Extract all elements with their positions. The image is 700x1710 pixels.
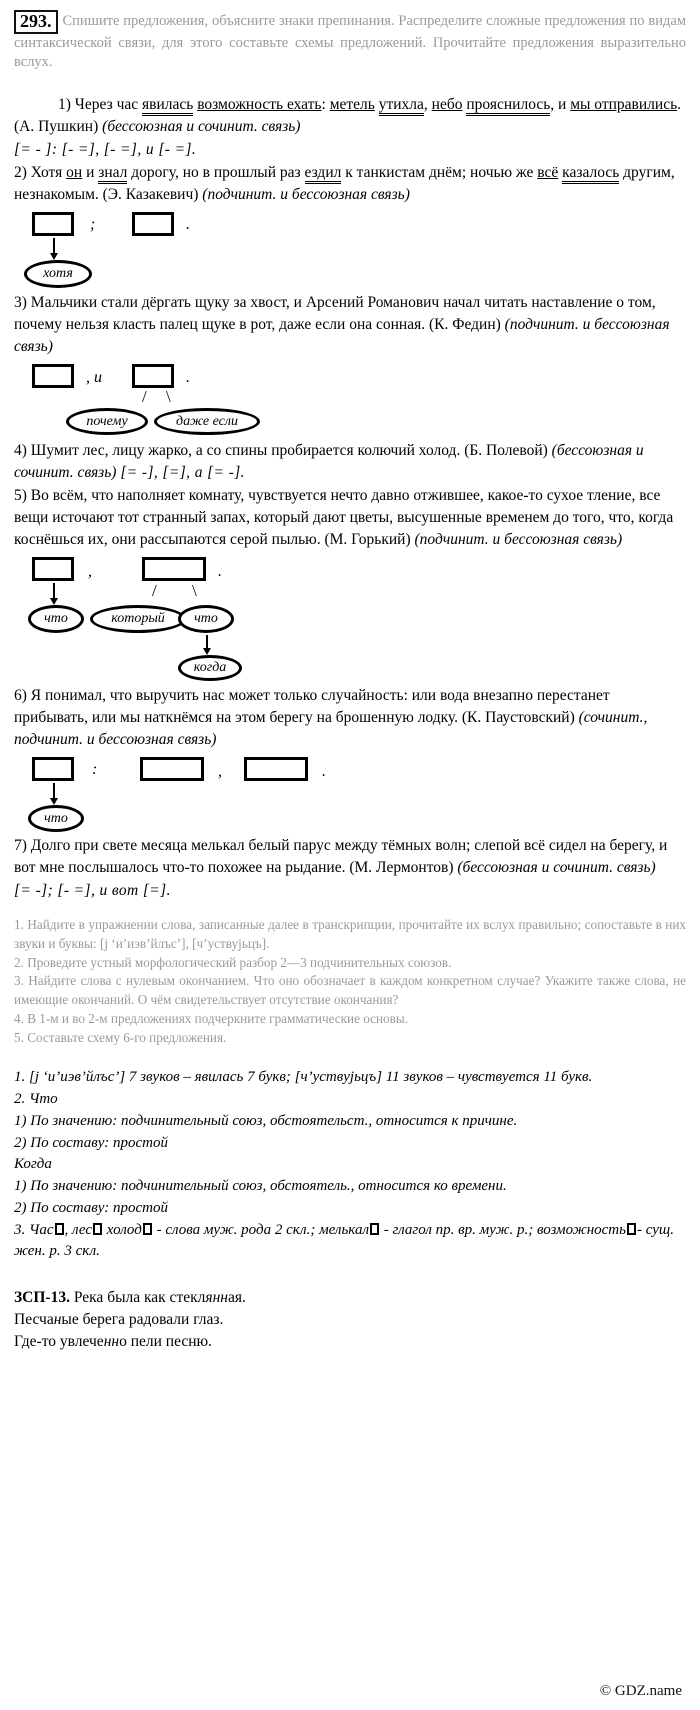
sentence-6-type: (сочинит., подчинит. и бессоюзная связь)	[14, 709, 648, 749]
sentence-7	[14, 835, 686, 879]
diagram-sep-colon: :	[92, 761, 98, 779]
sentence-4-scheme: [= -], [=], а [= -].	[120, 464, 245, 482]
conjunction-oval: что	[28, 605, 84, 633]
subtask-item-3: 3. Найдите слова с нулевым окончанием. Что оно обозначает в каждом конкретном случае? Укажите также слова, не имеющие окончаний. О чём свидетельствует отсутствие окончания?	[14, 973, 686, 1008]
sentence-4-marker: 4)	[14, 442, 27, 460]
sentence-1-mid2: :	[321, 96, 330, 114]
sentence-7-type: (бессоюзная и сочинит. связь)	[457, 859, 656, 877]
site-watermark: © GDZ.name	[599, 1683, 682, 1699]
diagram-sentence-6	[14, 755, 686, 833]
zero-ending-box-icon	[143, 1223, 152, 1235]
exercise-prompt-block	[14, 10, 686, 72]
zsp-line-2-emphasis: н	[53, 1311, 62, 1329]
zsp-label: ЗСП-13.	[14, 1289, 70, 1307]
sentence-2-mid1: и	[82, 164, 99, 182]
subject-vsyo: всё	[537, 164, 559, 182]
sentence-2-mid2: дорогу, но в прошлый раз	[127, 164, 305, 182]
subtask-item-1: 1. Найдите в упражнении слова, записанные далее в транскрипции, прочитайте их вслух правильно; сопоставьте в них звуки и буквы: [j ‘и’иэв’йлъс’], [ч’уствуjьцъ].	[14, 917, 686, 951]
diagram-sep-comma: ,	[88, 563, 92, 581]
conjunction-oval: что	[178, 605, 234, 633]
zsp-line-3-b: о пели песню.	[119, 1333, 212, 1351]
answer-3-part2: , лес	[64, 1221, 93, 1238]
sentence-1-mid6: , и	[550, 96, 571, 114]
zsp-line-1-emphasis: янн	[205, 1289, 228, 1307]
subject-on: он	[66, 164, 83, 182]
zsp-line-1-a: Река была как стекл	[73, 1289, 206, 1307]
sentence-3	[14, 292, 686, 358]
answer-3	[14, 1220, 686, 1264]
sentence-3-type: (подчинит. и бессоюзная связь)	[14, 316, 670, 356]
exercise-prompt-text: Спишите предложения, объясните знаки препинания. Распределите сложные предложения по видам синтаксической связи, для этого составьте схемы предложений. Прочитайте предложения выразительно вслух.	[14, 13, 686, 71]
answer-3-part3: холод	[103, 1221, 142, 1238]
clause-box	[244, 757, 308, 781]
diagram-sentence-5	[14, 555, 686, 683]
sentence-7-marker: 7)	[14, 837, 27, 855]
answer-2-kogda-meaning: 1) По значению: подчинительный союз, обстоятель., относится ко времени.	[14, 1178, 507, 1195]
zero-ending-box-icon	[93, 1223, 102, 1235]
branch-backslash-icon: \	[166, 387, 171, 407]
sentence-1-marker: 1)	[58, 96, 71, 114]
answer-3-part4: - слова муж. рода 2 скл.; мелькал	[152, 1221, 369, 1238]
answer-2-chto-meaning: 1) По значению: подчинительный союз, обстоятельст., относится к причине.	[14, 1112, 518, 1129]
predicate-ezdil: ездил	[305, 164, 342, 184]
zsp-line-1-b: ая.	[227, 1289, 246, 1307]
answer-1: 1. [j ‘и’иэв’йлъс’] 7 звуков – явилась 7 букв; [ч’уствуjьцъ] 11 звуков – чувствуется 11 букв.	[14, 1069, 593, 1086]
clause-box	[32, 364, 74, 388]
sentence-5-type: (подчинит. и бессоюзная связь)	[414, 531, 623, 549]
zero-ending-box-icon	[55, 1223, 64, 1235]
zsp-line-1	[14, 1287, 686, 1309]
conjunction-oval: даже если	[154, 408, 260, 435]
zsp-block	[14, 1287, 686, 1353]
sentence-2-type: (подчинит. и бессоюзная связь)	[202, 186, 410, 204]
sentence-4	[14, 440, 686, 484]
zsp-line-2-b: ые берега радовали глаз.	[61, 1311, 224, 1329]
sentence-3-marker: 3)	[14, 294, 27, 312]
clause-box	[132, 364, 174, 388]
sentence-6-marker: 6)	[14, 687, 27, 705]
subtask-item-4: 4. В 1-м и во 2-м предложениях подчеркните грамматические основы.	[14, 1010, 409, 1026]
zsp-line-2	[14, 1309, 686, 1331]
clause-box	[32, 557, 74, 581]
sentence-5-text: Во всём, что наполняет комнату, чувствуется нечто давно отжившее, какое-то сухое тление, все вещи источают тот странный запах, который дают цветы, высушенные временем до того, что, когда коснёшься их, они рассыпаются серой пылью. (М. Горький)	[14, 487, 674, 549]
subtask-item-2: 2. Проведите устный морфологический разбор 2—3 подчинительных союзов.	[14, 954, 452, 970]
subject-vozmozhnost: возможность ехать	[197, 96, 322, 114]
sentence-1	[14, 94, 686, 138]
answer-3-part5: - глагол пр. вр. муж. р.; возможность	[379, 1221, 626, 1238]
clause-box	[132, 212, 174, 236]
sentence-7-text: Долго при свете месяца мелькал белый парус между тёмных волн; слепой всё сидел на берегу, и вот мне послышалось что-то похожее на рыдание. (М. Лермонтов)	[14, 837, 668, 877]
subtask-item-5: 5. Составьте схему 6-го предложения.	[14, 1029, 227, 1045]
sentence-2	[14, 162, 686, 206]
sentence-1-pre: Через час	[74, 96, 142, 114]
predicate-znal: знал	[98, 164, 127, 184]
answer-block	[14, 1067, 686, 1263]
subtask-list	[14, 916, 686, 1047]
zsp-line-3-a: Где-то увлече	[14, 1333, 104, 1351]
sentence-4-text: Шумит лес, лицу жарко, а со спины пробирается колючий холод. (Б. Полевой)	[30, 442, 552, 460]
sentence-6	[14, 685, 686, 751]
sentence-7-scheme: [= -]; [- =], и вот [=].	[14, 882, 171, 900]
clause-box	[32, 757, 74, 781]
zsp-line-3-emphasis: нн	[103, 1333, 120, 1351]
conjunction-oval: почему	[66, 408, 148, 435]
answer-2-chto-structure: 2) По составу: простой	[14, 1134, 168, 1151]
diagram-sentence-3	[14, 362, 686, 438]
sentence-5	[14, 485, 686, 551]
predicate-yavilas: явилась	[142, 96, 193, 116]
diagram-sep-period: .	[186, 369, 190, 387]
zero-ending-box-icon	[627, 1223, 636, 1235]
diagram-sep-period: .	[322, 763, 326, 781]
branch-slash-icon: /	[152, 581, 157, 601]
sentence-1-author: . (А. Пушкин)	[14, 96, 682, 136]
answer-2-heading-kogda: Когда	[14, 1156, 52, 1173]
sentence-1-scheme: [= - ]: [- =], [- =], и [- =].	[14, 141, 197, 159]
conjunction-oval: когда	[178, 655, 242, 681]
branch-slash-icon: /	[142, 387, 147, 407]
sentence-1-type: (бессоюзная и сочинит. связь)	[102, 118, 301, 136]
exercise-number: 293.	[14, 10, 58, 34]
zsp-line-3	[14, 1331, 686, 1353]
zsp-line-2-a: Песча	[14, 1311, 54, 1329]
sentence-2-author: другим, незнакомым. (Э. Казакевич)	[14, 164, 675, 204]
exercise-body	[14, 94, 686, 902]
diagram-sep-period: .	[218, 563, 222, 581]
conjunction-oval: хотя	[24, 260, 92, 288]
answer-3-part6: - сущ. жен. р. 3 скл.	[14, 1221, 674, 1260]
answer-2-kogda-structure: 2) По составу: простой	[14, 1199, 168, 1216]
sentence-5-marker: 5)	[14, 487, 27, 505]
sentence-3-text: Мальчики стали дёргать щуку за хвост, и Арсений Романович начал читать наставление о том, почему нельзя класть палец щуке в рот, даже если она сонная. (К. Федин)	[14, 294, 656, 334]
zero-ending-box-icon	[370, 1223, 379, 1235]
subject-metel: метель	[329, 96, 375, 114]
conjunction-oval: что	[28, 805, 84, 832]
sentence-1-mid4: ,	[423, 96, 432, 114]
clause-box	[140, 757, 204, 781]
clause-box	[142, 557, 206, 581]
diagram-sep-comma-i: , и	[86, 369, 102, 387]
predicate-utihla: утихла	[379, 96, 424, 116]
predicate-kazalos: казалось	[562, 164, 619, 184]
sentence-6-text: Я понимал, что выручить нас может только случайность: или вода внезапно перестанет прибывать, или мы наткнёмся на этом берегу на брошенную лодку. (К. Паустовский)	[14, 687, 610, 727]
clause-box	[32, 212, 74, 236]
branch-backslash-icon: \	[192, 581, 197, 601]
answer-2-heading-chto: 2. Что	[14, 1091, 58, 1108]
diagram-sep-semicolon: ;	[90, 216, 96, 234]
diagram-sep-comma: ,	[218, 763, 222, 781]
predicate-proyasnilos: прояснилось	[466, 96, 550, 116]
sentence-2-mid3: к танкистам днём; ночью же	[341, 164, 538, 182]
sentence-2-marker: 2)	[14, 164, 27, 182]
sentence-2-pre: Хотя	[30, 164, 67, 182]
diagram-sep-period: .	[186, 216, 190, 234]
answer-3-part1: 3. Час	[14, 1221, 54, 1238]
subject-my-otpravilis: мы отправились	[570, 96, 678, 114]
subject-nebo: небо	[431, 96, 463, 114]
conjunction-oval: который	[90, 605, 186, 633]
sentence-4-type: (бессоюзная и сочинит. связь)	[14, 442, 644, 482]
diagram-sentence-2	[14, 210, 686, 290]
